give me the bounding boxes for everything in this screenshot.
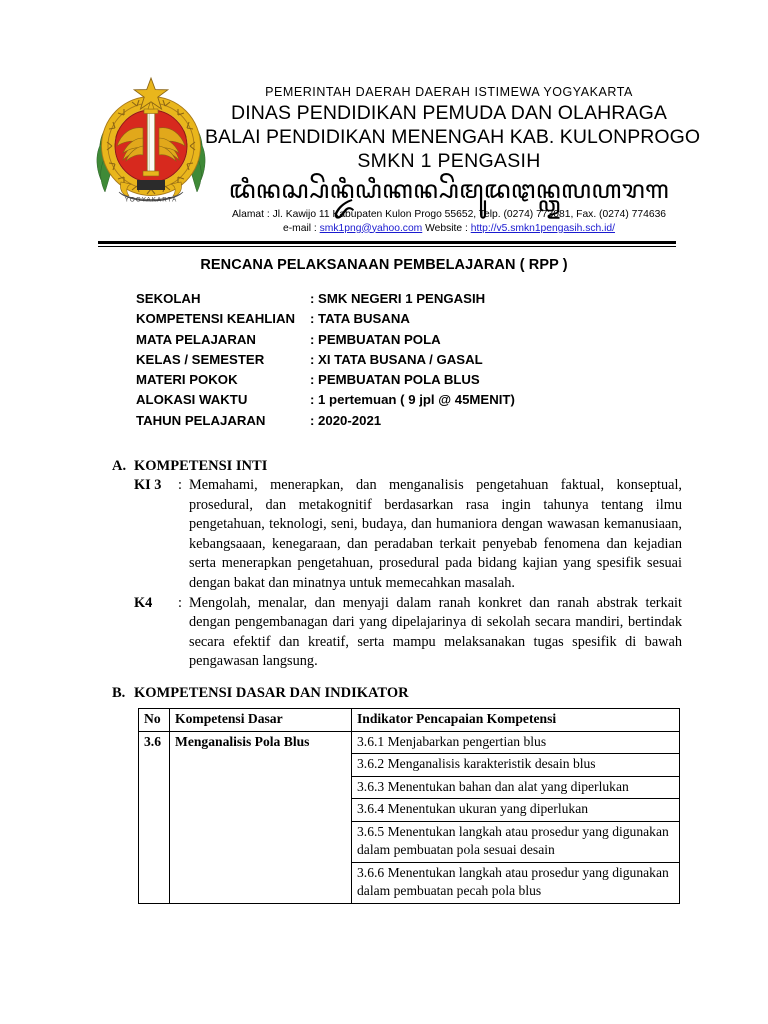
javanese-script-line: ꦢꦶꦤꦱ꧀ꦥꦼꦤ꧀ꦢꦶꦝꦶꦏꦤ꧀ꦥꦼꦩꦸꦢꦛꦤ꧀ꦎꦭꦲꦫꦒ [228, 175, 670, 204]
table-header-kompetensi-dasar: Kompetensi Dasar [170, 709, 352, 732]
ki-item-colon: : [178, 477, 182, 493]
letterhead-line-3: BALAI PENDIDIKAN MENENGAH KAB. KULONPROGO [205, 126, 701, 148]
identity-value: : 1 pertemuan ( 9 jpl @ 45MENIT) [310, 392, 515, 408]
identity-label: KOMPETENSI KEAHLIAN [136, 311, 295, 327]
table-row [139, 731, 680, 754]
identity-row-materi-pokok [136, 370, 515, 390]
identity-label: MATA PELAJARAN [136, 331, 256, 347]
ki-item-text: Memahami, menerapkan, dan menganalisis pengetahuan faktual, konseptual, prosedural, dan metakognitif berdasarkan rasa ingin tahunya tentang ilmu pengetahuan, teknologi, seni, budaya, dan humaniora dengan wawasan kemanusiaan, kebangsaaan, kenegaraan, dan peradaban terkait penyebab fenomena dan kejadian serta menerapkan pengetahuan, prosedural pada bidang kajian yang spesifik sesuai dengan bakat dan minatnya untuk memecahkan masalah. [189, 477, 682, 591]
cell-no: 3.6 [139, 731, 170, 903]
ki-item-k4 [134, 594, 682, 672]
ki-item-key: KI 3 [134, 477, 162, 493]
identity-row-mata-pelajaran [136, 330, 515, 350]
identity-value: : TATA BUSANA [310, 311, 410, 327]
cell-indikator: 3.6.2 Menganalisis karakteristik desain blus [352, 754, 680, 777]
section-heading [112, 683, 682, 703]
identity-row-tahun-pelajaran [136, 411, 515, 431]
identity-value: : SMK NEGERI 1 PENGASIH [310, 291, 486, 306]
website-link[interactable]: http://v5.smkn1pengasih.sch.id/ [470, 222, 615, 234]
letterhead-address: Alamat : Jl. Kawijo 11 Kabupaten Kulon Progo 55652, Telp. (0274) 773081, Fax. (0274) 774636 [231, 209, 667, 220]
divider-thin-line [98, 246, 676, 247]
section-letter: A. [112, 458, 127, 474]
letterhead-line-1: PEMERINTAH DAERAH DAERAH ISTIMEWA YOGYAKARTA [265, 85, 633, 99]
identity-row-sekolah [136, 289, 515, 309]
ki-item-key: K4 [134, 594, 153, 611]
identity-label: MATERI POKOK [136, 372, 238, 388]
ki-item-colon: : [178, 594, 182, 611]
identity-value: : PEMBUATAN POLA BLUS [310, 372, 480, 388]
cell-indikator: 3.6.3 Menentukan bahan dan alat yang diperlukan [352, 776, 680, 799]
letterhead-line-4: SMKN 1 PENGASIH [357, 150, 541, 172]
kompetensi-dasar-table [138, 708, 680, 904]
letterhead-contact [205, 222, 693, 236]
cell-indikator: 3.6.1 Menjabarkan pengertian blus [352, 731, 680, 754]
letterhead-divider [98, 241, 676, 247]
identity-label: ALOKASI WAKTU [136, 392, 248, 408]
section-heading [112, 456, 682, 476]
section-title: KOMPETENSI INTI [134, 458, 268, 474]
identity-row-kelas-semester [136, 350, 515, 370]
identity-row-kompetensi-keahlian [136, 309, 515, 329]
ki-item-text: Mengolah, menalar, dan menyaji dalam ranah konkret dan ranah abstrak terkait dengan pengembanagan dari yang dipelajarinya di sekolah secara mandiri, bertindak secara efektif dan kreatif, serta mampu melaksanakan tugas spesifik di bawah pengawasan langsung. [189, 594, 682, 670]
divider-thick-line [98, 241, 676, 244]
letterhead-text [205, 84, 701, 236]
table-header-indikator: Indikator Pencapaian Kompetensi [352, 709, 680, 732]
identity-value: : XI TATA BUSANA / GASAL [310, 351, 483, 367]
cell-indikator: 3.6.5 Menentukan langkah atau prosedur yang digunakan dalam pembuatan pola sesuai desain [352, 821, 680, 862]
email-link[interactable]: smk1png@yahoo.com [319, 222, 423, 234]
identity-value: : 2020-2021 [310, 412, 382, 428]
emblem-banner-text: YOGYAKARTA [124, 196, 178, 204]
identity-block [136, 289, 515, 431]
ki-item-ki3 [134, 476, 682, 594]
cell-indikator: 3.6.4 Menentukan ukuran yang diperlukan [352, 799, 680, 822]
table-header-no: No [139, 709, 170, 732]
identity-value: : PEMBUATAN POLA [310, 331, 441, 347]
email-label: e-mail : [283, 222, 320, 234]
letterhead-line-2: DINAS PENDIDIKAN PEMUDA DAN OLAHRAGA [231, 102, 667, 124]
section-kompetensi-inti [112, 456, 682, 672]
identity-row-alokasi-waktu [136, 390, 515, 410]
yogyakarta-coat-of-arms-icon [93, 76, 209, 208]
page-title: RENCANA PELAKSANAAN PEMBELAJARAN ( RPP ) [200, 257, 568, 273]
section-letter: B. [112, 685, 126, 701]
cell-kompetensi-dasar: Menganalisis Pola Blus [170, 731, 352, 903]
identity-label: KELAS / SEMESTER [136, 351, 265, 367]
identity-label: SEKOLAH [136, 291, 201, 306]
website-label: Website : [422, 222, 471, 234]
letterhead [0, 0, 768, 234]
identity-label: TAHUN PELAJARAN [136, 412, 266, 428]
section-kompetensi-dasar [112, 683, 682, 904]
table-header-row [139, 709, 680, 732]
section-title: KOMPETENSI DASAR DAN INDIKATOR [134, 685, 409, 701]
cell-indikator: 3.6.6 Menentukan langkah atau prosedur yang digunakan dalam pembuatan pecah pola blus [352, 862, 680, 903]
